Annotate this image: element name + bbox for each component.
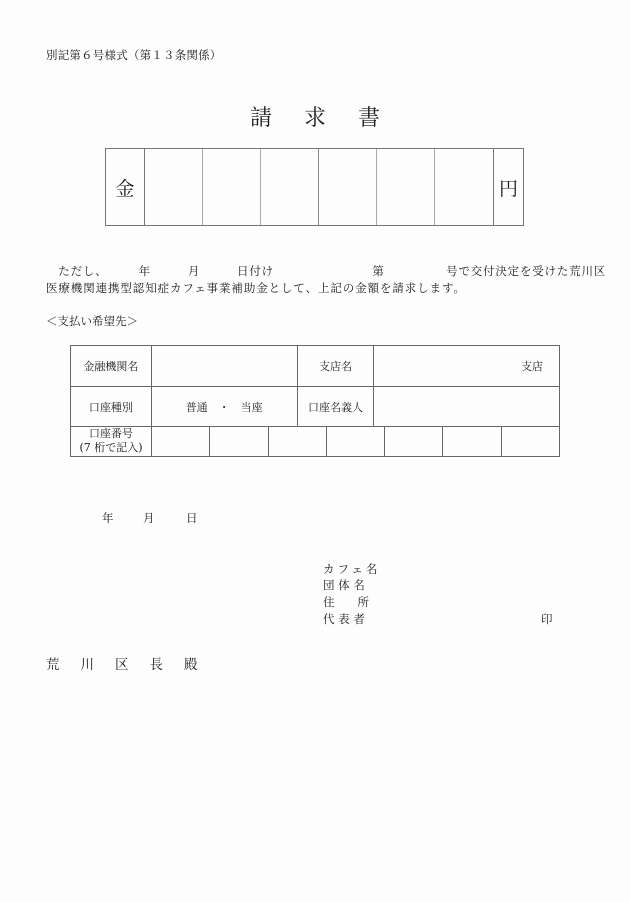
title-char: 請 <box>249 106 272 131</box>
account-number-label-line1: 口座番号 <box>89 427 133 440</box>
date-day: 日 <box>186 511 198 525</box>
account-digit-cell[interactable] <box>385 426 443 456</box>
amount-prefix: 金 <box>106 149 145 225</box>
account-digit-cell[interactable] <box>152 426 210 456</box>
amount-digit-cell[interactable] <box>377 149 435 225</box>
representative-label: 代 表 者 <box>323 612 365 626</box>
date-year: 年 <box>102 511 114 525</box>
statement-line-2: 医療機関連携型認知症カフェ事業補助金として、上記の金額を請求します。 <box>46 281 466 295</box>
bank-name-field[interactable] <box>151 346 297 387</box>
title-char: 求 <box>303 106 326 131</box>
amount-digit-cell[interactable] <box>435 149 493 225</box>
account-holder-label: 口座名義人 <box>297 387 374 427</box>
statement-line-1: ただし、 年 月 日付け 第 号で交付決定を受けた荒川区 <box>46 264 607 278</box>
bank-name-label: 金融機関名 <box>71 346 152 387</box>
bank-info-table <box>70 345 560 427</box>
account-number-row <box>70 426 560 457</box>
page-title <box>0 101 630 132</box>
amount-digit-cell[interactable] <box>319 149 377 225</box>
form-id: 別記第６号様式（第１３条関係） <box>46 48 222 62</box>
addressee-char: 殿 <box>184 657 198 673</box>
account-number-label-line2: (7 桁で記入) <box>79 441 143 454</box>
addressee-char: 荒 <box>46 657 60 673</box>
date-month: 月 <box>143 511 155 525</box>
branch-label: 支店名 <box>297 346 374 387</box>
addressee-char: 長 <box>149 657 163 673</box>
account-type-options[interactable]: 普通 ・ 当座 <box>151 387 297 427</box>
amount-box <box>105 148 524 226</box>
amount-digit-cell[interactable] <box>203 149 261 225</box>
account-type-label: 口座種別 <box>71 387 152 427</box>
address-label: 住 所 <box>323 595 369 609</box>
addressee-char: 区 <box>115 657 129 673</box>
account-digit-cell[interactable] <box>269 426 327 456</box>
branch-field[interactable] <box>374 346 560 387</box>
seal-mark: 印 <box>541 612 553 626</box>
title-char: 書 <box>358 106 381 131</box>
account-number-label <box>71 426 152 456</box>
account-digit-cell[interactable] <box>443 426 501 456</box>
addressee-char: 川 <box>80 657 94 673</box>
request-statement <box>46 263 607 297</box>
payment-heading: ＜支払い希望先＞ <box>46 314 138 328</box>
account-digit-cell[interactable] <box>502 426 559 456</box>
addressee <box>46 653 219 673</box>
account-holder-field[interactable] <box>374 387 560 427</box>
amount-digit-cell[interactable] <box>145 149 203 225</box>
amount-suffix: 円 <box>493 149 523 225</box>
group-name-label: 団 体 名 <box>323 578 365 592</box>
amount-digit-cell[interactable] <box>261 149 319 225</box>
account-digit-cell[interactable] <box>327 426 385 456</box>
account-digit-cell[interactable] <box>210 426 268 456</box>
branch-suffix: 支店 <box>521 360 543 373</box>
cafe-name-label: カフェ名 <box>323 562 381 576</box>
